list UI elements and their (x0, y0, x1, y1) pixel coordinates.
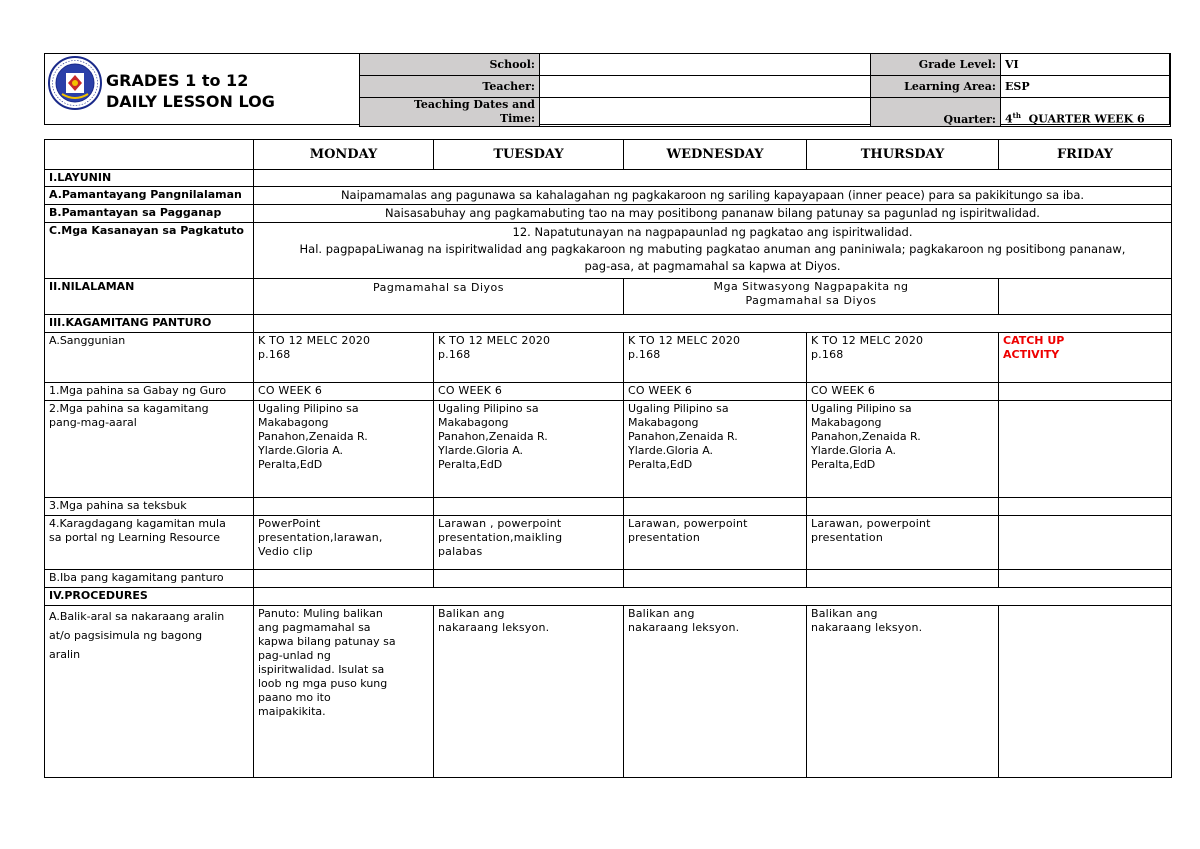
karag-line: Larawan , powerpoint (438, 517, 562, 530)
header-info-table (359, 53, 1171, 127)
ugaling-monday (254, 401, 434, 498)
kagamitan-mag-aaral-label (45, 401, 254, 498)
catch-up-line2: ACTIVITY (1003, 348, 1060, 361)
balik-line: A.Balik-aral sa nakaraang aralin (49, 610, 225, 623)
ugal-line: Makabagong (628, 416, 699, 429)
procedures-value (254, 588, 1172, 606)
teacher-label: Teacher: (360, 76, 540, 98)
sanggunian-page: p.168 (811, 348, 844, 361)
gabay-friday (999, 383, 1172, 401)
iba-friday (999, 570, 1172, 588)
kasanayan-value (254, 223, 1172, 279)
kagamitan-mag-line2: pang-mag-aaral (49, 416, 137, 429)
grade-level-label: Grade Level: (871, 54, 1001, 76)
kasanayan-line-3: pag-asa, at pagmamahal sa kapwa at Diyos. (584, 259, 841, 273)
balikan-tuesday (434, 606, 624, 778)
teksbuk-monday (254, 498, 434, 516)
learning-area-label: Learning Area: (871, 76, 1001, 98)
nilalaman-friday (999, 279, 1172, 315)
day-wednesday: WEDNESDAY (624, 140, 807, 170)
teksbuk-label: 3.Mga pahina sa teksbuk (45, 498, 254, 516)
corner-cell (45, 140, 254, 170)
nilalaman-topic-a: Pagmamahal sa Diyos (254, 279, 624, 315)
teaching-dates-value[interactable] (540, 98, 871, 127)
nilalaman-label: II.NILALAMAN (45, 279, 254, 315)
balikan-wednesday (624, 606, 807, 778)
gabay-tuesday: CO WEEK 6 (434, 383, 624, 401)
karagdagan-monday (254, 516, 434, 570)
ugal-line: Peralta,EdD (258, 458, 323, 471)
panuto-line: ispiritwalidad. Isulat sa (258, 663, 385, 676)
kagamitan-label: III.KAGAMITANG PANTURO (45, 315, 254, 333)
iba-thursday (807, 570, 999, 588)
catch-up-activity (999, 333, 1172, 383)
ugaling-tuesday (434, 401, 624, 498)
lesson-log-table (44, 139, 1172, 778)
teksbuk-tuesday (434, 498, 624, 516)
quarter-text: QUARTER WEEK 6 (1028, 113, 1145, 126)
karagdagan-tuesday (434, 516, 624, 570)
balikan-line2: nakaraang leksyon. (438, 621, 550, 634)
sanggunian-text: K TO 12 MELC 2020 (438, 334, 551, 347)
sanggunian-label: A.Sanggunian (45, 333, 254, 383)
pagganap-value: Naisasabuhay ang pagkamabuting tao na may positibong pananaw bilang patunay sa pagunlad ng ispiritwalidad. (254, 205, 1172, 223)
gabay-wednesday: CO WEEK 6 (624, 383, 807, 401)
title-line-2: DAILY LESSON LOG (106, 92, 275, 111)
panuto-line: maipakikita. (258, 705, 326, 718)
ugaling-thursday (807, 401, 999, 498)
panuto-line: loob ng mga puso kung (258, 677, 388, 690)
ugaling-friday (999, 401, 1172, 498)
sanggunian-tuesday (434, 333, 624, 383)
sanggunian-text: K TO 12 MELC 2020 (628, 334, 741, 347)
school-value[interactable] (540, 54, 871, 76)
pagganap-label: B.Pamantayan sa Pagganap (45, 205, 254, 223)
nilalaman-topic-b-line2: Pagmamahal sa Diyos (745, 294, 877, 307)
ugal-line: Panahon,Zenaida R. (438, 430, 548, 443)
sanggunian-text: K TO 12 MELC 2020 (811, 334, 924, 347)
quarter-number: 4 (1005, 113, 1013, 126)
ugal-line: Ugaling Pilipino sa (438, 402, 539, 415)
ugal-line: Makabagong (811, 416, 882, 429)
balikan-friday (999, 606, 1172, 778)
teacher-value[interactable] (540, 76, 871, 98)
karag-line: presentation (628, 531, 701, 544)
ugal-line: Ylarde.Gloria A. (628, 444, 714, 457)
gabay-monday: CO WEEK 6 (254, 383, 434, 401)
day-thursday: THURSDAY (807, 140, 999, 170)
ugal-line: Peralta,EdD (628, 458, 693, 471)
balikan-line1: Balikan ang (438, 607, 505, 620)
sanggunian-monday (254, 333, 434, 383)
ugal-line: Ugaling Pilipino sa (258, 402, 359, 415)
panuto-line: kapwa bilang patunay sa (258, 635, 396, 648)
title-line-1: GRADES 1 to 12 (106, 71, 249, 90)
karag-line: palabas (438, 545, 483, 558)
balikan-line1: Balikan ang (811, 607, 878, 620)
karag-line: PowerPoint (258, 517, 321, 530)
panuto-line: ang pagmamahal sa (258, 621, 371, 634)
layunin-value (254, 170, 1172, 187)
panuto-monday (254, 606, 434, 778)
karagdagan-label (45, 516, 254, 570)
balikan-line1: Balikan ang (628, 607, 695, 620)
ugal-line: Panahon,Zenaida R. (258, 430, 368, 443)
ugal-line: Ugaling Pilipino sa (811, 402, 912, 415)
ugal-line: Makabagong (258, 416, 329, 429)
teaching-dates-label (360, 98, 540, 127)
karag-line: Larawan, powerpoint (628, 517, 748, 530)
iba-tuesday (434, 570, 624, 588)
day-tuesday: TUESDAY (434, 140, 624, 170)
ugal-line: Ugaling Pilipino sa (628, 402, 729, 415)
ugal-line: Panahon,Zenaida R. (811, 430, 921, 443)
deped-seal-icon (48, 56, 102, 110)
sanggunian-page: p.168 (438, 348, 471, 361)
ugal-line: Ylarde.Gloria A. (811, 444, 897, 457)
teksbuk-wednesday (624, 498, 807, 516)
gabay-thursday: CO WEEK 6 (807, 383, 999, 401)
quarter-suffix: th (1012, 111, 1021, 121)
sanggunian-page: p.168 (258, 348, 291, 361)
document-title (106, 70, 275, 112)
quarter-label: Quarter: (871, 98, 1001, 127)
balik-aral-label (45, 606, 254, 778)
teksbuk-friday (999, 498, 1172, 516)
panuto-line: paano mo ito (258, 691, 331, 704)
teaching-dates-label-line2: Time: (499, 112, 535, 125)
layunin-label: I.LAYUNIN (45, 170, 254, 187)
kasanayan-line-1: 12. Napatutunayan na nagpapaunlad ng pagkatao ang ispiritwalidad. (512, 225, 913, 239)
karagdagan-wednesday (624, 516, 807, 570)
ugal-line: Ylarde.Gloria A. (438, 444, 524, 457)
karagdagan-thursday (807, 516, 999, 570)
iba-monday (254, 570, 434, 588)
karagdagan-friday (999, 516, 1172, 570)
quarter-value[interactable] (1001, 98, 1171, 127)
panuto-line: Panuto: Muling balikan (258, 607, 383, 620)
ugal-line: Panahon,Zenaida R. (628, 430, 738, 443)
days-header-row (45, 140, 1172, 170)
karag-line: presentation,maikling (438, 531, 563, 544)
sanggunian-text: K TO 12 MELC 2020 (258, 334, 371, 347)
kasanayan-line-2: Hal. pagpapaLiwanag na ispiritwalidad ang pagkakaroon ng mabuting pagkatao anuman ang paniniwala; pagkakaroon ng positibong pananaw, (299, 242, 1126, 256)
procedures-label: IV.PROCEDURES (45, 588, 254, 606)
balikan-line2: nakaraang leksyon. (628, 621, 740, 634)
karag-line: presentation,larawan, (258, 531, 383, 544)
sanggunian-page: p.168 (628, 348, 661, 361)
sanggunian-thursday (807, 333, 999, 383)
balikan-line2: nakaraang leksyon. (811, 621, 923, 634)
karag-line: presentation (811, 531, 884, 544)
pangnilalaman-value: Naipamamalas ang pagunawa sa kahalagahan ng pagkakaroon ng sariling kapayapaan (inner peace) para sa pakikitungo sa iba. (254, 187, 1172, 205)
ugal-line: Ylarde.Gloria A. (258, 444, 344, 457)
panuto-line: pag-unlad ng (258, 649, 331, 662)
ugal-line: Makabagong (438, 416, 509, 429)
kasanayan-label: C.Mga Kasanayan sa Pagkatuto (45, 223, 254, 279)
pangnilalaman-label: A.Pamantayang Pangnilalaman (45, 187, 254, 205)
iba-wednesday (624, 570, 807, 588)
kagamitan-mag-line1: 2.Mga pahina sa kagamitang (49, 402, 209, 415)
teaching-dates-label-line1: Teaching Dates and (413, 98, 535, 111)
nilalaman-topic-b (624, 279, 999, 315)
kagamitan-value (254, 315, 1172, 333)
school-label: School: (360, 54, 540, 76)
ugal-line: Peralta,EdD (811, 458, 876, 471)
day-monday: MONDAY (254, 140, 434, 170)
grade-level-value[interactable]: VI (1001, 54, 1171, 76)
karagdagan-line2: sa portal ng Learning Resource (49, 531, 220, 544)
balikan-thursday (807, 606, 999, 778)
learning-area-value[interactable]: ESP (1001, 76, 1171, 98)
balik-line: at/o pagsisimula ng bagong (49, 629, 203, 642)
sanggunian-wednesday (624, 333, 807, 383)
karag-line: Vedio clip (258, 545, 313, 558)
ugaling-wednesday (624, 401, 807, 498)
balik-line: aralin (49, 648, 81, 661)
teksbuk-thursday (807, 498, 999, 516)
ugal-line: Peralta,EdD (438, 458, 503, 471)
iba-pang-kagamitan-label: B.Iba pang kagamitang panturo (45, 570, 254, 588)
nilalaman-topic-b-line1: Mga Sitwasyong Nagpapakita ng (713, 280, 909, 293)
catch-up-line1: CATCH UP (1003, 334, 1065, 347)
karag-line: Larawan, powerpoint (811, 517, 931, 530)
karagdagan-line1: 4.Karagdagang kagamitan mula (49, 517, 226, 530)
gabay-label: 1.Mga pahina sa Gabay ng Guro (45, 383, 254, 401)
day-friday: FRIDAY (999, 140, 1172, 170)
